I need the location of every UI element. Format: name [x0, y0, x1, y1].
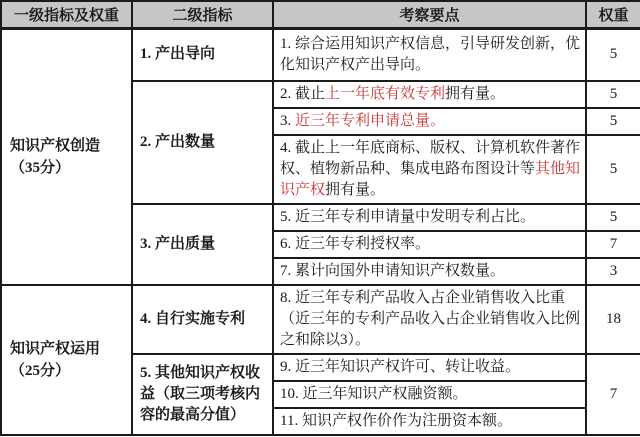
level2-cell: 1. 产出导向 — [132, 29, 273, 81]
header-weight: 权重 — [586, 1, 640, 29]
weight-cell: 5 — [586, 108, 640, 135]
point-cell: 3. 近三年专利申请总量。 — [273, 108, 586, 135]
level1-cell-utilization — [1, 285, 132, 435]
weight-cell: 5 — [586, 81, 640, 108]
weight-cell: 5 — [586, 204, 640, 231]
point-cell: 6. 近三年专利授权率。 — [273, 231, 586, 258]
level2-cell: 2. 产出数量 — [132, 81, 273, 204]
level2-cell: 3. 产出质量 — [132, 204, 273, 285]
weight-cell: 5 — [586, 29, 640, 81]
header-points: 考察要点 — [273, 1, 586, 29]
level1-cell-creation — [1, 29, 132, 285]
header-level1: 一级指标及权重 — [1, 1, 132, 29]
point-cell: 8. 近三年专利产品收入占企业销售收入比重（近三年的专利产品收入占企业销售收入比例之和除以3）。 — [273, 285, 586, 354]
weight-cell: 3 — [586, 258, 640, 285]
point-cell: 7. 累计向国外申请知识产权数量。 — [273, 258, 586, 285]
weight-cell: 7 — [586, 231, 640, 258]
weight-cell: 5 — [586, 135, 640, 204]
weight-cell-merged: 7 — [586, 354, 640, 435]
point-cell: 1. 综合运用知识产权信息，引导研发创新，优化知识产权产出导向。 — [273, 29, 586, 81]
header-level2: 二级指标 — [132, 1, 273, 29]
point-cell: 11. 知识产权作价作为注册资本额。 — [273, 408, 586, 435]
level2-cell: 5. 其他知识产权收益（取三项考核内容的最高分值） — [132, 354, 273, 435]
header-row — [1, 1, 640, 29]
point-cell: 5. 近三年专利申请量中发明专利占比。 — [273, 204, 586, 231]
table-row — [1, 29, 640, 81]
point-cell: 4. 截止上一年底商标、版权、计算机软件著作权、植物新品种、集成电路布图设计等其他知识产权拥有量。 — [273, 135, 586, 204]
weight-cell: 18 — [586, 285, 640, 354]
point-cell: 9. 近三年知识产权许可、转让收益。 — [273, 354, 586, 381]
level1-label: 知识产权创造（35分） — [10, 137, 101, 176]
point-cell: 10. 近三年知识产权融资额。 — [273, 381, 586, 408]
table-row — [1, 285, 640, 354]
point-cell: 2. 截止上一年底有效专利拥有量。 — [273, 81, 586, 108]
level2-cell: 4. 自行实施专利 — [132, 285, 273, 354]
level1-label: 知识产权运用（25分） — [10, 340, 101, 379]
